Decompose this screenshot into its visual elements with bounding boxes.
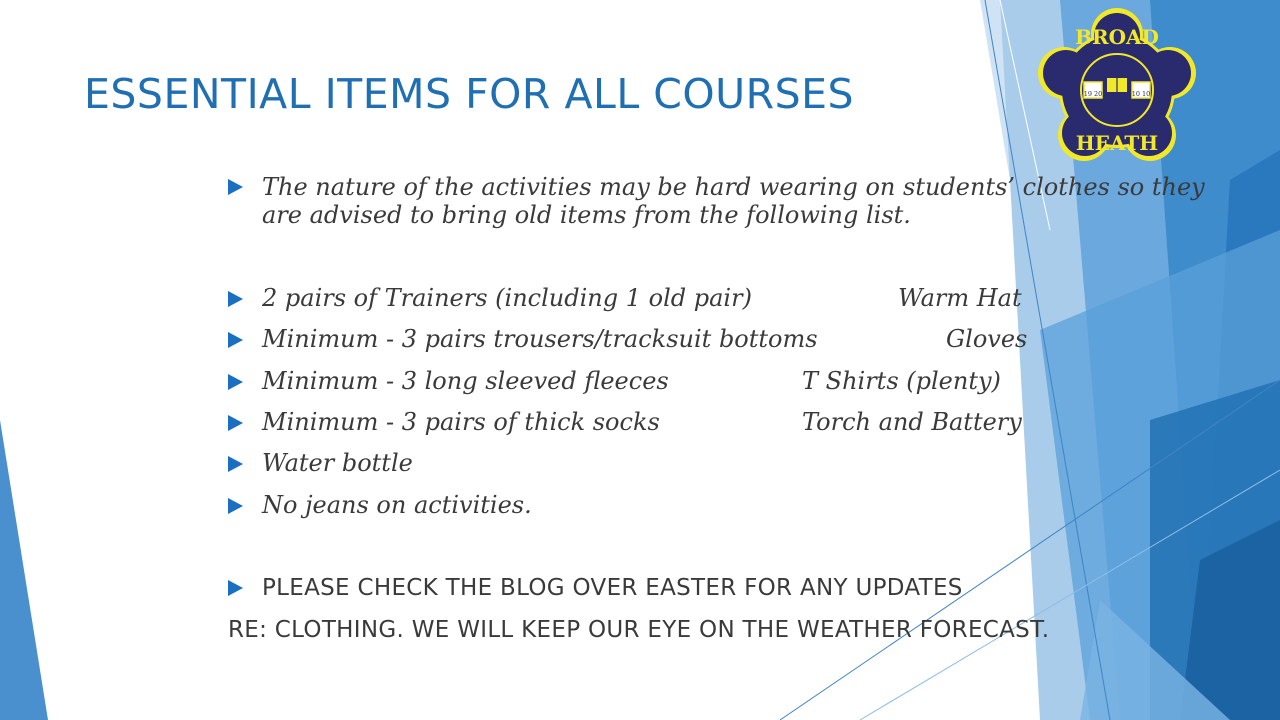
list-item-right: T Shirts (plenty): [802, 367, 1001, 395]
list-item-left: 2 pairs of Trainers (including 1 old pair): [262, 284, 752, 312]
list-item-left: No jeans on activities.: [262, 491, 532, 519]
bullet-arrow-icon: [228, 580, 243, 596]
logo-years-right: 10 10: [1131, 90, 1151, 98]
notice-line-2: RE: CLOTHING. WE WILL KEEP OUR EYE ON THE WEATHER FORECAST.: [228, 617, 1050, 643]
bullet-arrow-icon: [228, 291, 243, 307]
list-item-right: Torch and Battery: [802, 408, 1022, 436]
list-item-left: Minimum - 3 pairs trousers/tracksuit bottoms: [262, 325, 818, 353]
bullet-arrow-icon: [228, 415, 243, 431]
intro-line-1: The nature of the activities may be hard wearing on students’ clothes so they: [262, 173, 1205, 201]
bullet-arrow-icon: [228, 179, 243, 195]
list-item-left: Water bottle: [262, 449, 413, 477]
bullet-arrow-icon: [228, 332, 243, 348]
logo-bottom-text: HEATH: [1075, 131, 1159, 155]
bullet-arrow-icon: [228, 456, 243, 472]
logo-top-text: BROAD: [1075, 25, 1159, 49]
list-item-right: Gloves: [946, 325, 1028, 353]
school-logo: [1032, 8, 1202, 172]
bullet-arrow-icon: [228, 498, 243, 514]
bullet-arrow-icon: [228, 374, 243, 390]
intro-line-2: are advised to bring old items from the following list.: [262, 201, 911, 229]
slide-title: ESSENTIAL ITEMS FOR ALL COURSES: [84, 70, 855, 118]
list-item-right: Warm Hat: [898, 284, 1022, 312]
logo-years-left: 19 20: [1083, 90, 1103, 98]
notice-line-1: PLEASE CHECK THE BLOG OVER EASTER FOR ANY UPDATES: [262, 575, 963, 601]
list-item-left: Minimum - 3 long sleeved fleeces: [262, 367, 669, 395]
list-item-left: Minimum - 3 pairs of thick socks: [262, 408, 660, 436]
